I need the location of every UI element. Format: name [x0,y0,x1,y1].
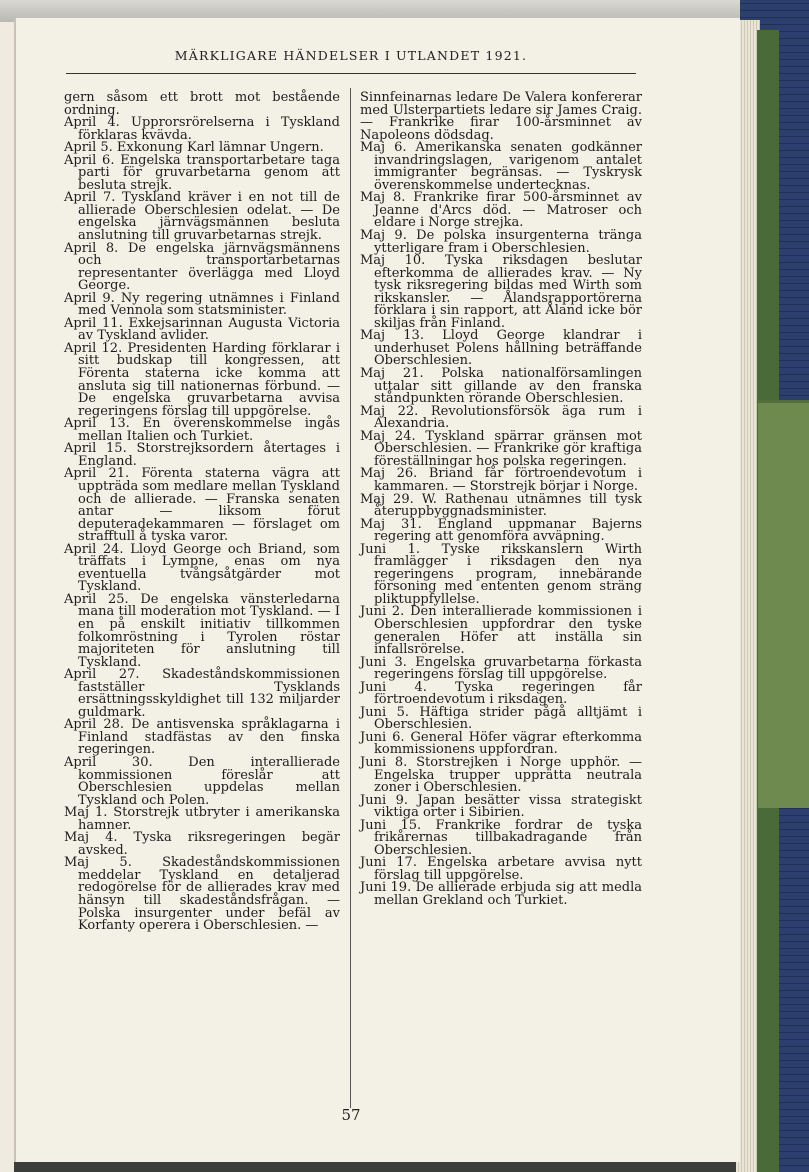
chronology-entry: Maj 5. Skadeståndskommissionen meddelar Tyskland en detaljerad redogörelse för de allierades krav med hänsyn till skadeståndsfrågan. — Polska insurgenter under befäl av Korfanty operera i Oberschlesien. — [64,855,340,934]
chronology-entry: April 15. Storstrejksordern återtages i England. [64,441,340,469]
chronology-entry: Juni 15. Frankrike fordrar de tyska frikårernas tillbakadragande från Oberschlesien. [360,817,642,858]
chronology-entry: April 30. Den interallierade kommissionen föreslår att Oberschlesien uppdelas mellan Tyskland och Polen. [64,754,340,808]
chronology-entry: April 7. Tyskland kräver i en not till de allierade Oberschlesien odelat. — De engelska järnvägsmännen besluta anslutning till gruvarbetarnas strejk. [64,190,340,244]
left-column [64,92,340,933]
chronology-entry: Maj 21. Polska nationalförsamlingen uttalar sitt gillande av den franska ståndpunkten rörande Oberschlesien. [360,366,642,407]
chronology-entry: Maj 13. Lloyd George klandrar i underhuset Polens hållning beträffande Oberschlesien. [360,328,642,369]
chronology-entry: Maj 31. England uppmanar Bajerns regering att genomföra avväpning. [360,516,642,545]
chronology-entry: April 25. De engelska vänsterledarna mana till moderation mot Tyskland. — I en på enskilt initiativ tillkommen folkomröstning i Tyrolen röstar majoriteten för anslutning till Tyskland. [64,591,340,670]
page-number: 57 [341,1106,361,1124]
running-header: MÄRKLIGARE HÄNDELSER I UTLANDET 1921. [174,48,528,63]
chronology-entry: April 12. Presidenten Harding förklarar i sitt budskap till kongressen, att Förenta staterna icke komma att ansluta sig till nationernas förbund. — De engelska gruvarbetarna avvisa regeringens förslag till uppgörelse. [64,340,340,419]
chronology-entry: Maj 1. Storstrejk utbryter i amerikanska hamner. [64,805,340,833]
chronology-entry: Juni 8. Storstrejken i Norge upphör. — Engelska trupper upprätta neutrala zoner i Oberschlesien. [360,754,642,796]
column-divider [350,88,351,1108]
header-rule [66,73,636,74]
chronology-entry: Juni 1. Tyske rikskanslern Wirth framlägger i riksdagen den nya regeringens program, innebärande försoning med ententen genom sträng pliktuppfyllelse. [360,541,642,607]
chronology-entry: Maj 8. Frankrike firar 500-årsminnet av Jeanne d'Arcs död. — Matroser och eldare i Norge strejka. [360,190,642,231]
chronology-entry: April 13. En överenskommelse ingås mellan Italien och Turkiet. [64,416,340,444]
chronology-entry: Juni 3. Engelska gruvarbetarna förkasta regeringens förslag till uppgörelse. [360,654,642,683]
chronology-entry: Maj 26. Briand får förtroendevotum i kammaren. — Storstrejk börjar i Norge. [360,466,642,494]
chronology-entry: Juni 5. Häftiga strider pågå alltjämt i Oberschlesien. [360,704,642,733]
chronology-entry: April 9. Ny regering utnämnes i Finland med Vennola som statsminister. [64,290,340,319]
chronology-entry: Juni 9. Japan besätter vissa strategiskt viktiga orter i Sibirien. [360,792,642,821]
chronology-entry: Maj 24. Tyskland spärrar gränsen mot Oberschlesien. — Frankrike gör kraftiga föreställningar hos polska regeringen. [360,428,642,469]
left-page-edge [0,22,14,1172]
chronology-entry: Juni 19. De allierade erbjuda sig att medla mellan Grekland och Turkiet. [360,880,642,908]
chronology-entry: Maj 6. Amerikanska senaten godkänner invandringslagen, varigenom antalet immigranter begränsas. — Tyskrysk överenskommelse undertecknas. [360,140,642,193]
chronology-entry: Juni 2. Den interallierade kommissionen i Oberschlesien uppfordrar den tyske generalen Höfer att inställa sin infallsrörelse. [360,604,642,658]
chronology-entry: gern såsom ett brott mot bestående ordning. [64,90,340,118]
chronology-entry: Maj 22. Revolutionsförsök äga rum i Alexandria. [360,403,642,432]
chronology-entry: Maj 29. W. Rathenau utnämnes till tysk återuppbyggnadsminister. [360,491,642,520]
chronology-entry: April 21. Förenta staterna vägra att uppträda som medlare mellan Tyskland och de allierade. — Franska senaten antar — liksom förut deputeradekammaren — förslaget om strafftull å tyska varor. [64,466,340,545]
bookmark-ribbon [758,400,809,808]
chronology-entry: Maj 4. Tyska riksregeringen begär avsked. [64,830,340,858]
chronology-entry: April 8. De engelska järnvägsmännens och transportarbetarnas representanter överlägga med Lloyd George. [64,240,340,294]
chronology-entry: Sinnfeinarnas ledare De Valera konfererar med Ulsterpartiets ledare sir James Craig. — Frankrike firar 100-årsminnet av Napoleons dödsdag. [360,90,642,143]
book-page [14,18,740,1162]
chronology-entry: April 27. Skadeståndskommissionen fastställer Tysklands ersättningsskyldighet till 132 miljarder guldmark. [64,667,340,720]
chronology-entry: April 6. Engelska transportarbetare taga parti för gruvarbetarna genom att besluta strejk. [64,152,340,193]
chronology-entry: Maj 9. De polska insurgenterna tränga ytterligare fram i Oberschlesien. [360,228,642,256]
chronology-entry: Juni 6. General Höfer vägrar efterkomma kommissionens uppfordran. [360,729,642,758]
chronology-entry: Maj 10. Tyska riksdagen beslutar efterkomma de allierades krav. — Ny tysk riksregering bildas med Wirth som rikskansler. — Ålandsrapportörerna förklara i sin rapport, att Åland icke bör skiljas från Finland. [360,253,642,331]
chronology-entry: April 28. De antisvenska språklagarna i Finland stadfästas av den finska regeringen. [64,717,340,758]
chronology-entry: Juni 4. Tyska regeringen får förtroendevotum i riksdagen. [360,679,642,708]
chronology-entry: April 11. Exkejsarinnan Augusta Victoria av Tyskland avlider. [64,315,340,344]
chronology-entry: April 5. Exkonung Karl lämnar Ungern. [64,140,324,156]
chronology-entry: Juni 17. Engelska arbetare avvisa nytt förslag till uppgörelse. [360,855,642,883]
chronology-entry: April 24. Lloyd George och Briand, som träffats i Lympne, enas om nya eventuella tvångsåtgärder mot Tyskland. [64,541,340,595]
right-column [360,92,642,908]
chronology-entry: April 4. Upprorsrörelserna i Tyskland förklaras kvävda. [64,115,340,143]
